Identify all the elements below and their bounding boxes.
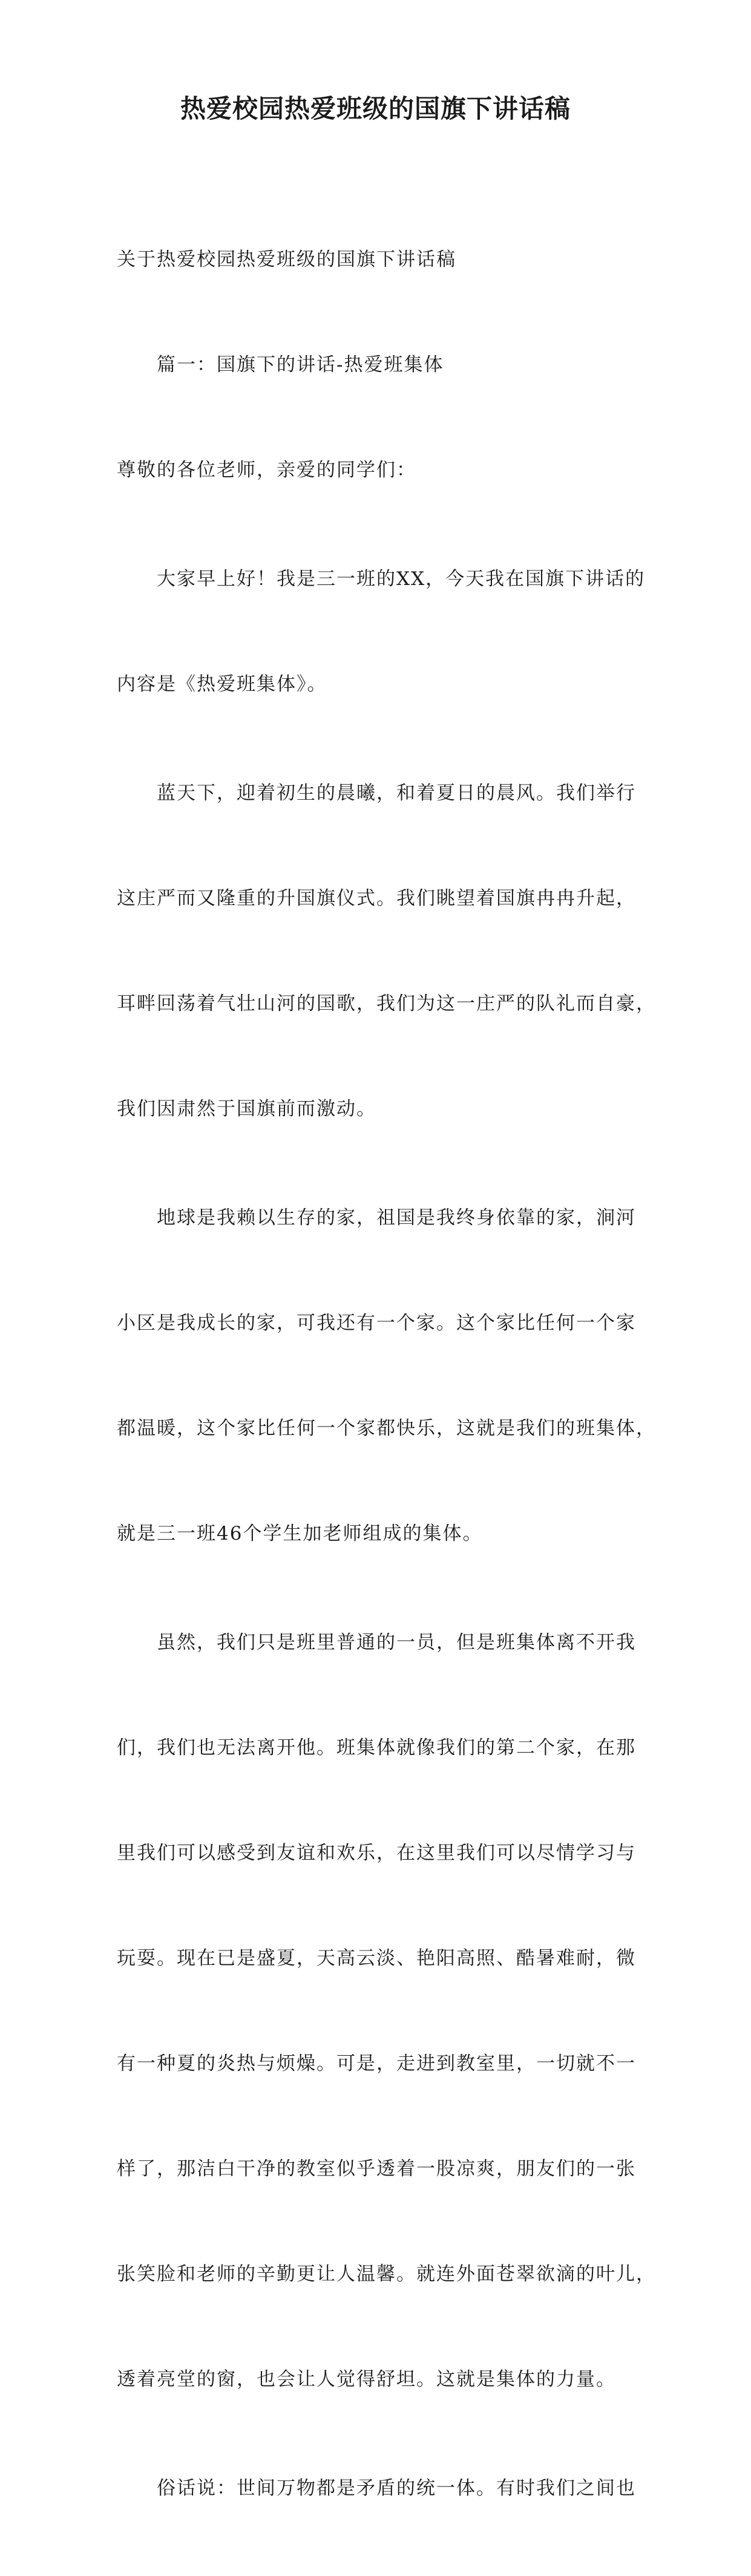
document-body bbox=[117, 172, 656, 2576]
body-line: 有一种夏的炎热与烦燥。可是，走进到教室里，一切就不一 bbox=[117, 2053, 636, 2074]
body-line: 关于热爱校园热爱班级的国旗下讲话稿 bbox=[117, 249, 456, 270]
body-line: 们，我们也无法离开他。班集体就像我们的第二个家，在那 bbox=[117, 1737, 636, 1759]
body-line: 耳畔回荡着气壮山河的国歌，我们为这一庄严的队礼而自豪， bbox=[117, 993, 656, 1015]
body-line: 俗话说：世间万物都是矛盾的统一体。有时我们之间也 bbox=[157, 2477, 636, 2499]
body-line: 小区是我成长的家，可我还有一个家。这个家比任何一个家 bbox=[117, 1312, 636, 1334]
body-line: 内容是《热爱班集体》。 bbox=[117, 673, 327, 695]
body-line: 尊敬的各位老师，亲爱的同学们： bbox=[117, 459, 416, 481]
body-line: 大家早上好！我是三一班的XX，今天我在国旗下讲话的 bbox=[157, 568, 646, 590]
body-line: 地球是我赖以生存的家，祖国是我终身依靠的家，涧河 bbox=[157, 1207, 636, 1229]
body-line: 透着亮堂的窗，也会让人觉得舒坦。这就是集体的力量。 bbox=[117, 2368, 616, 2390]
body-line: 虽然，我们只是班里普通的一员，但是班集体离不开我 bbox=[157, 1632, 636, 1653]
body-line: 玩耍。现在已是盛夏，天高云淡、艳阳高照、酷暑难耐，微 bbox=[117, 1947, 636, 1969]
body-line: 我们因肃然于国旗前而激动。 bbox=[117, 1098, 376, 1120]
body-line: 样了，那洁白干净的教室似乎透着一股凉爽，朋友们的一张 bbox=[117, 2158, 636, 2180]
body-line: 都温暖，这个家比任何一个家都快乐，这就是我们的班集体， bbox=[117, 1417, 656, 1439]
body-line: 蓝天下，迎着初生的晨曦，和着夏日的晨风。我们举行 bbox=[157, 782, 636, 804]
body-line: 就是三一班46个学生加老师组成的集体。 bbox=[117, 1523, 483, 1545]
body-line: 这庄严而又隆重的升国旗仪式。我们眺望着国旗冉冉升起， bbox=[117, 888, 636, 909]
body-line: 篇一：国旗下的讲话-热爱班集体 bbox=[157, 354, 444, 376]
body-line: 里我们可以感受到友谊和欢乐，在这里我们可以尽情学习与 bbox=[117, 1842, 636, 1864]
document-title: 热爱校园热爱班级的国旗下讲话稿 bbox=[180, 94, 571, 123]
body-line: 张笑脸和老师的辛勤更让人温馨。就连外面苍翠欲滴的叶儿， bbox=[117, 2263, 656, 2285]
